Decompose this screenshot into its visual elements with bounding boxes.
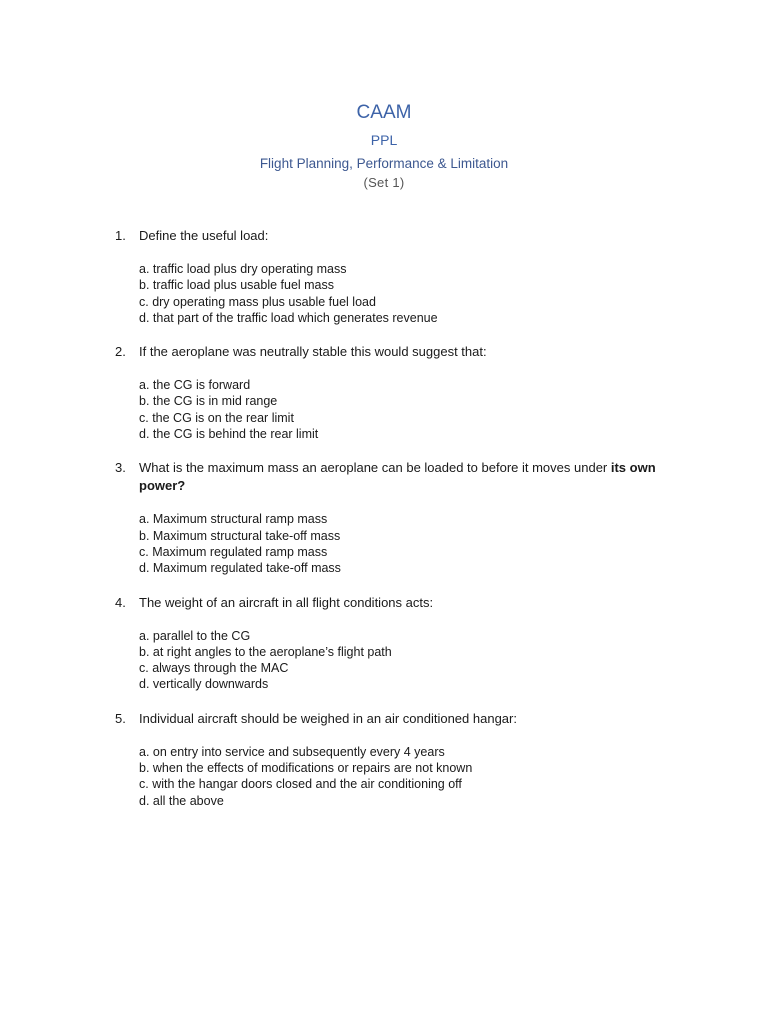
question-text-bold: its own power? xyxy=(139,460,656,494)
set-label: (Set 1) xyxy=(363,175,405,190)
option-a: a. parallel to the CG xyxy=(139,628,251,643)
question-text: The weight of an aircraft in all flight conditions acts: xyxy=(139,594,434,610)
question-number: 5. xyxy=(115,710,126,726)
option-list xyxy=(139,261,675,326)
question-2 xyxy=(115,343,675,442)
option-list xyxy=(139,377,675,442)
question-text: If the aeroplane was neutrally stable this would suggest that: xyxy=(139,344,487,360)
document-header xyxy=(0,102,768,191)
option-list xyxy=(139,744,675,809)
option-list xyxy=(139,511,675,576)
question-list xyxy=(115,227,675,826)
option-d: d. the CG is behind the rear limit xyxy=(139,427,319,442)
option-c: c. the CG is on the rear limit xyxy=(139,410,294,425)
option-c: c. Maximum regulated ramp mass xyxy=(139,544,328,559)
option-d: d. all the above xyxy=(139,793,224,808)
document-subtitle: PPL xyxy=(370,132,398,148)
course-title: Flight Planning, Performance & Limitation xyxy=(259,156,509,171)
option-c: c. always through the MAC xyxy=(139,661,289,676)
option-list xyxy=(139,628,675,693)
question-number: 3. xyxy=(115,460,126,476)
option-a: a. the CG is forward xyxy=(139,378,251,393)
question-1 xyxy=(115,227,675,326)
option-a: a. on entry into service and subsequently every 4 years xyxy=(139,744,445,759)
question-number: 2. xyxy=(115,344,126,360)
question-number: 4. xyxy=(115,594,126,610)
question-5 xyxy=(115,710,675,809)
option-d: d. vertically downwards xyxy=(139,677,269,692)
option-b: b. Maximum structural take-off mass xyxy=(139,528,341,543)
option-c: c. with the hangar doors closed and the air conditioning off xyxy=(139,777,462,792)
question-text: Define the useful load: xyxy=(139,228,269,243)
question-text: Individual aircraft should be weighed in an air conditioned hangar: xyxy=(139,710,517,726)
question-3 xyxy=(115,459,675,576)
option-b: b. the CG is in mid range xyxy=(139,394,278,409)
document-title: CAAM xyxy=(356,102,412,123)
question-text-main: What is the maximum mass an aeroplane can be loaded to before it moves under xyxy=(139,460,611,476)
option-d: d. Maximum regulated take-off mass xyxy=(139,561,341,576)
question-text xyxy=(139,459,675,495)
option-a: a. Maximum structural ramp mass xyxy=(139,512,328,527)
option-b: b. traffic load plus usable fuel mass xyxy=(139,278,335,293)
option-b: b. when the effects of modifications or repairs are not known xyxy=(139,761,473,776)
question-number: 1. xyxy=(115,228,126,243)
option-d: d. that part of the traffic load which generates revenue xyxy=(139,310,438,325)
option-a: a. traffic load plus dry operating mass xyxy=(139,262,347,276)
option-b: b. at right angles to the aeroplane’s flight path xyxy=(139,644,392,659)
option-c: c. dry operating mass plus usable fuel load xyxy=(139,294,376,309)
question-4 xyxy=(115,594,675,693)
